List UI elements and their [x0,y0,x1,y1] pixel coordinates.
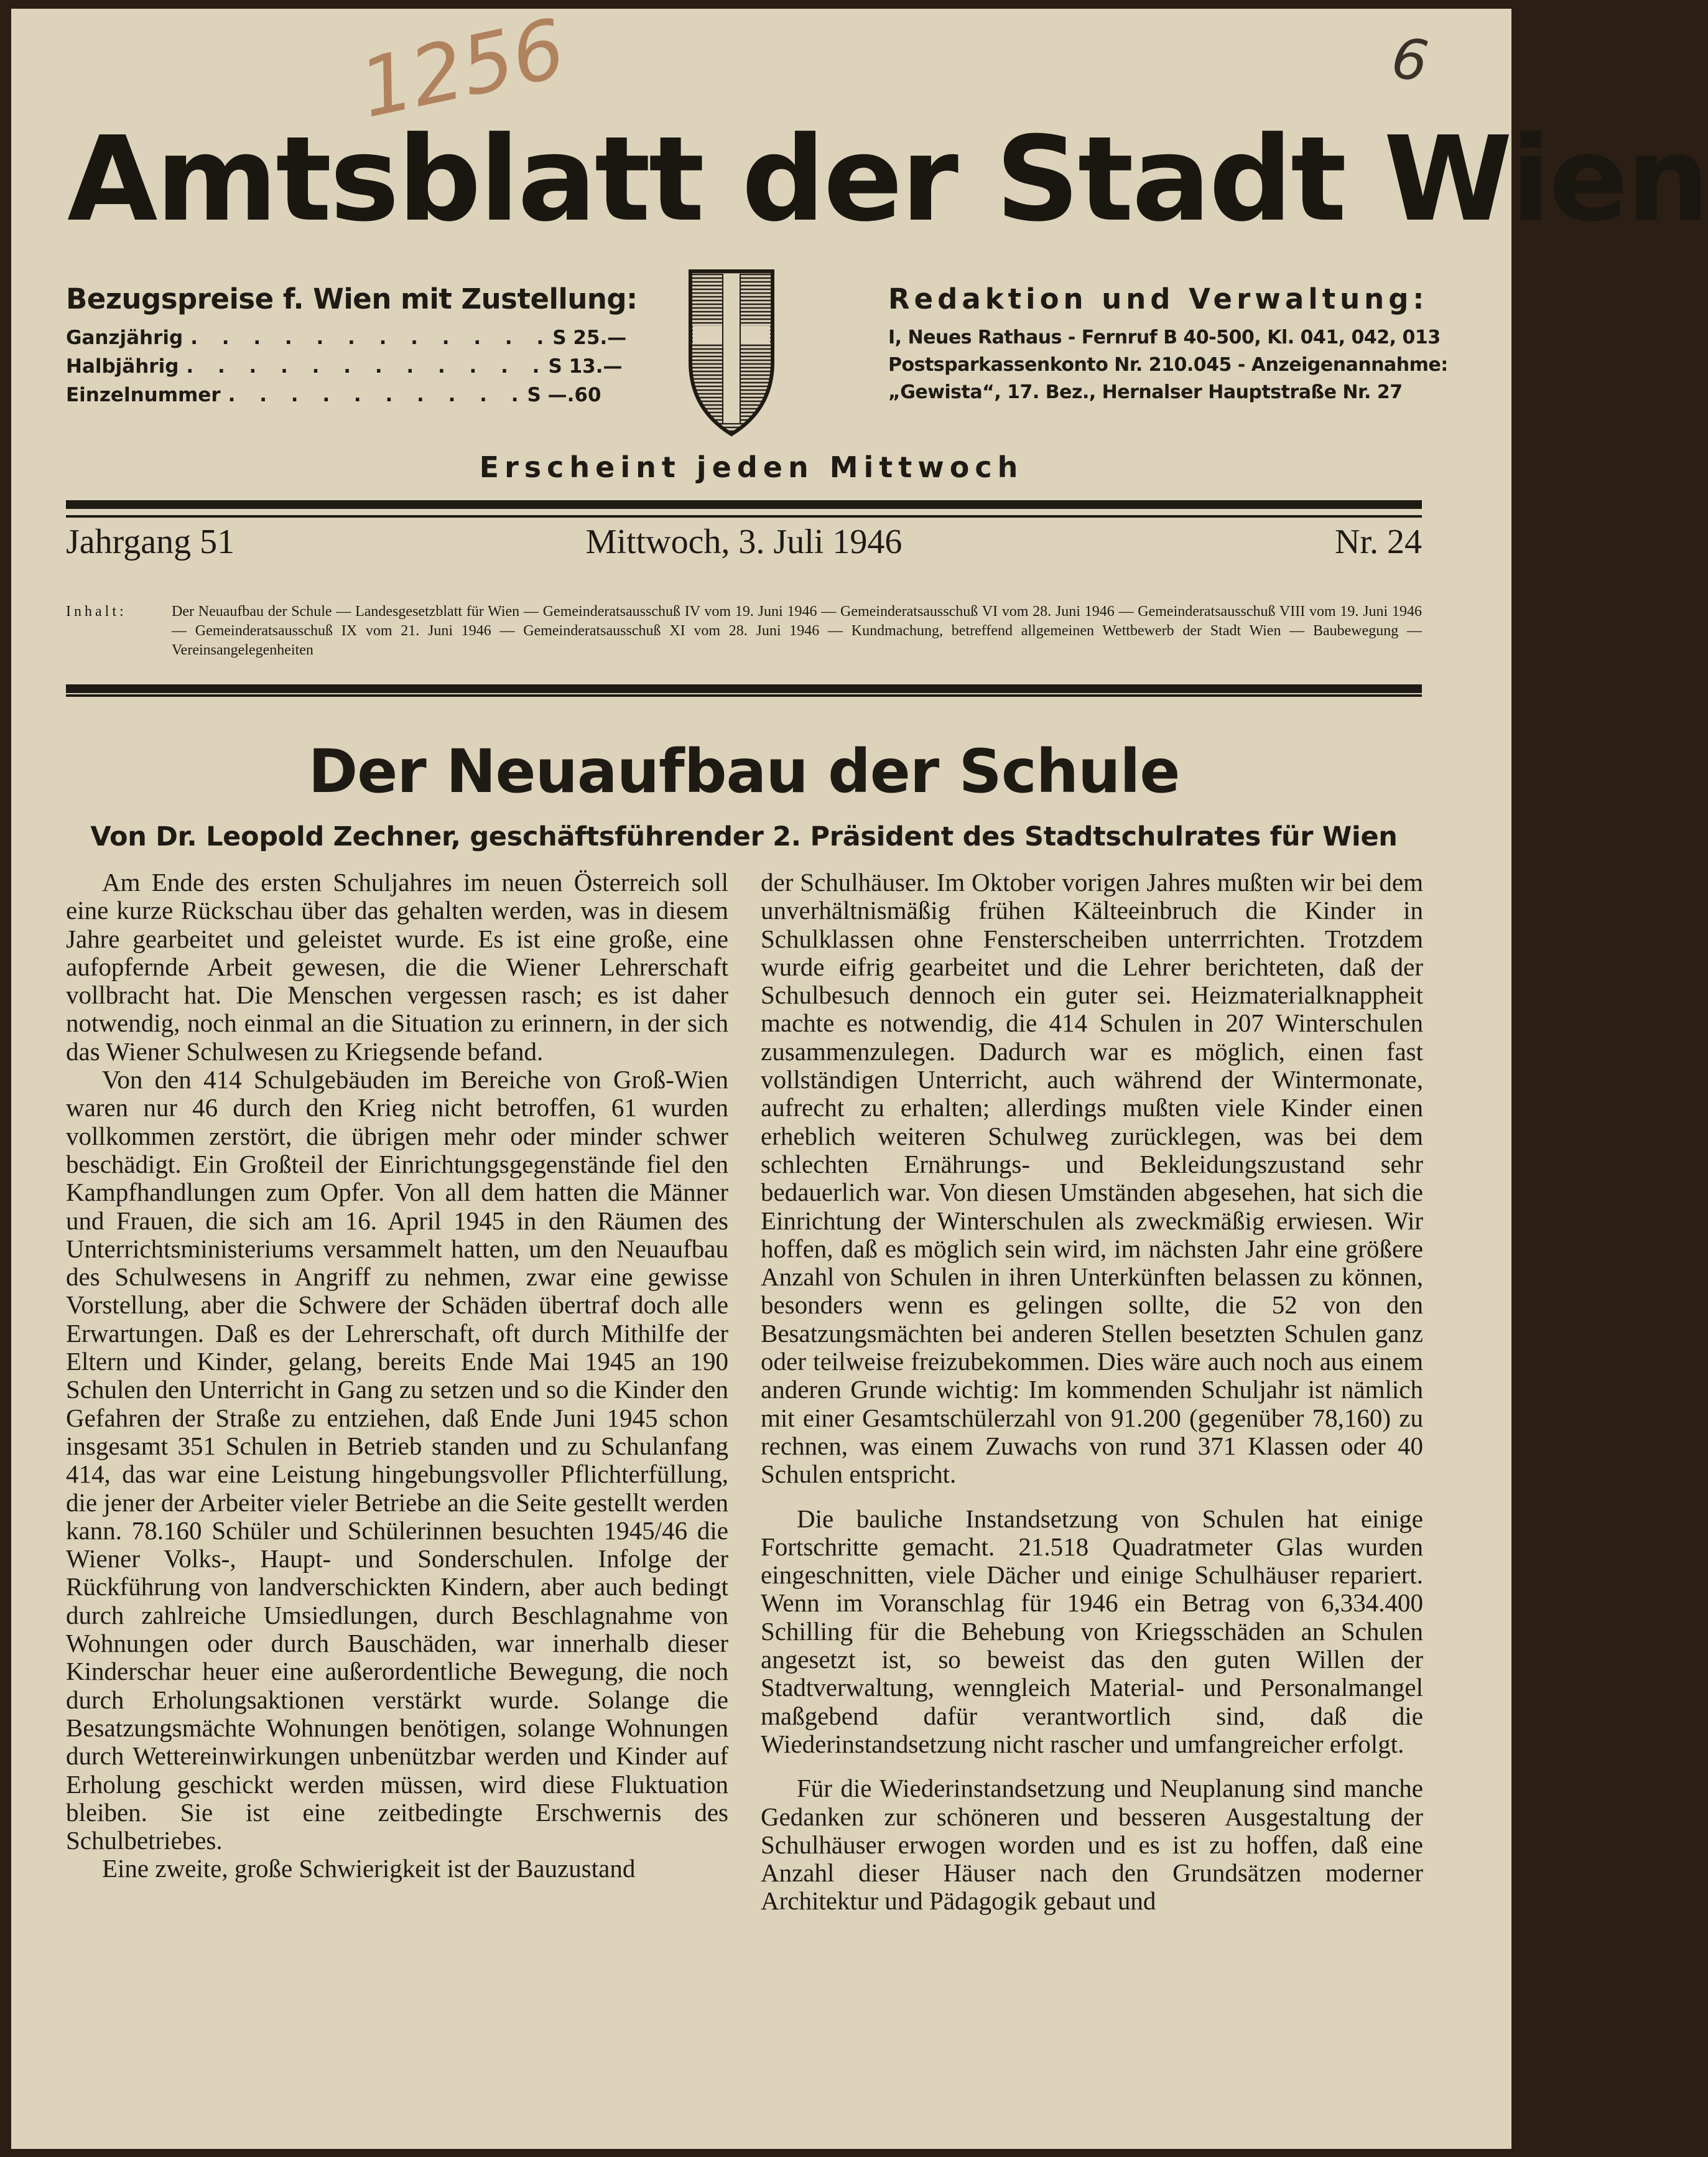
article-paragraph: Die bauliche Instandsetzung von Schulen hat einige Fortschritte gemacht. 21.518 Quadratmeter Glas wurden eingeschnitten, viele Dächer und einige Schulhäuser repariert. Wenn im Voranschlag für 1946 ein Betrag von 6,334.400 Schilling für die Behebung von Kriegsschäden an Schulen angesetzt ist, so beweist das den guten Willen der Stadtverwaltung, wenngleich Material- und Personalmangel maßgebend dafür verantwortlich sind, daß die Wiederinstandsetzung nicht rascher und umfangreicher erfolgt. [761,1504,1423,1758]
price-row [66,324,627,352]
subscription-prices [66,282,638,409]
price-label: Halbjährig [66,355,179,378]
editorial-line: Postsparkassenkonto Nr. 210.045 - Anzeigenannahme: [888,354,1448,376]
price-label: Einzelnummer [66,384,221,406]
article-title: Der Neuaufbau der Schule [308,737,1180,806]
article-paragraph: Für die Wiederinstandsetzung und Neuplanung sind manche Gedanken zur schöneren und besseren Ausgestaltung der Schulhäuser erwogen worden und es ist zu hoffen, daß eine Anzahl dieser Häuser nach den Grundsätzen moderner Architektur und Pädagogik gebaut und [761,1774,1423,1916]
article-paragraph: Am Ende des ersten Schuljahres im neuen Österreich soll eine kurze Rückschau über das gehalten werden, was in diesem Jahre gearbeitet und geleistet wurde. Es ist eine große, eine aufopfernde Arbeit gewesen, die die Wiener Lehrerschaft vollbracht hat. Die Menschen vergessen rasch; es ist daher notwendig, noch einmal an die Situation zu erinnern, in der sich das Wiener Schulwesen zu Kriegsende befand. [66,868,728,1066]
divider-rule [66,684,1422,693]
vienna-coat-of-arms-icon [688,269,775,437]
dateline [66,516,1422,559]
price-row [66,353,623,380]
newspaper-page [11,1,1708,2149]
article-column-right [761,869,1423,1916]
issue-date: Mittwoch, 3. Juli 1946 [585,523,903,561]
subscription-heading: Bezugspreise f. Wien mit Zustellung: [66,282,638,315]
volume-label: Jahrgang 51 [66,523,235,561]
article-paragraph: Von den 414 Schulgebäuden im Bereiche von Groß-Wien waren nur 46 durch den Krieg nicht betroffen, 61 wurden vollkommen zerstört, die übrigen mehr oder minder schwer beschädigt. Ein Großteil der Einrichtungsgegenstände fiel den Kampfhandlungen zum Opfer. Von all dem hatten die Männer und Frauen, die sich am 16. April 1945 in den Räumen des Unterrichtsministeriums versammelt hatten, um den Neuaufbau des Schulwesens in Angriff zu nehmen, zwar eine gewisse Vorstellung, aber die Schwere der Schäden übertraf doch alle Erwartungen. Daß es der Lehrerschaft, oft durch Mithilfe der Eltern und Kinder, gelang, bereits Ende Mai 1945 an 190 Schulen den Unterricht in Gang zu setzen und so die Kinder den Gefahren der Straße zu entziehen, daß Ende Juni 1945 schon insgesamt 351 Schulen in Betrieb standen und zu Schulanfang 414, das war eine Leistung hingebungsvoller Pflichterfüllung, die jener der Arbeiter vieler Betriebe an die Seite gestellt werden kann. 78.160 Schüler und Schülerinnen besuchten 1945/46 die Wiener Volks-, Haupt- und Sonderschulen. Infolge der Rückführung von landverschickten Kindern, aber auch bedingt durch zahlreiche Umsiedlungen, durch Beschlagnahme von Wohnungen oder durch Bauschäden, war innerhalb dieser Kinderschar heuer eine außerordentliche Bewegung, die noch durch Erholungsaktionen verstärkt wurde. Solange die Besatzungsmächte Wohnungen benötigen, solange Wohnungen durch Wettereinwirkungen unbenützbar werden und Kinder auf Erholung geschickt werden müssen, wird diese Fluktuation bleiben. Sie ist eine zeitbedingte Erschwernis des Schulbetriebes. [66,1065,728,1855]
price-leader-dots: . . . . . . . . . . . . [186,355,549,378]
handwritten-page-number: 6 [1387,25,1432,95]
contents-label: Inhalt: [66,603,127,620]
divider-rule [66,694,1422,697]
price-leader-dots: . . . . . . . . . . [228,384,527,406]
divider-rule [66,500,1422,509]
price-row [66,381,613,409]
table-of-contents [66,602,1422,660]
publication-frequency: Erscheint jeden Mittwoch [479,450,1024,484]
price-leader-dots: . . . . . . . . . . . . [190,327,553,349]
issue-number: Nr. 24 [1335,523,1422,561]
editorial-office [888,282,1448,406]
handwritten-archive-number: 1256 [351,1,573,136]
price-value: S —.60 [527,384,601,406]
editorial-line: I, Neues Rathaus - Fernruf B 40-500, Kl. 041, 042, 013 [888,327,1441,348]
contents-text: Der Neuaufbau der Schule — Landesgesetzblatt für Wien — Gemeinderatsausschuß IV vom 19. Juni 1946 — Gemeinderatsausschuß VI vom 28. Juni 1946 — Gemeinderatsausschuß VIII vom 19. Juni 1946 — Gemeinderatsausschuß IX vom 21. Juni 1946 — Gemeinderatsausschuß XI vom 28. Juni 1946 — Kundmachung, betreffend allgemeinen Wettbewerb der Stadt Wien — Baubewegung — Vereinsangelegenheiten [172,603,1422,658]
masthead-title: Amtsblatt der Stadt Wien [67,111,1708,248]
price-value: S 13.— [548,355,623,378]
price-label: Ganzjährig [66,327,183,349]
price-value: S 25.— [552,327,627,349]
article-byline: Von Dr. Leopold Zechner, geschäftsführender 2. Präsident des Stadtschulrates für Wien [90,821,1398,852]
editorial-line: „Gewista“, 17. Bez., Hernalser Hauptstraße Nr. 27 [888,381,1403,403]
editorial-heading: Redaktion und Verwaltung: [888,282,1429,315]
article-paragraph: der Schulhäuser. Im Oktober vorigen Jahres mußten wir bei dem unverhältnismäßig frühen Kälteeinbruch die Kinder in Schulklassen ohne Fensterscheiben unterrrichten. Trotzdem wurde eifrig gearbeitet und die Lehrer berichteten, daß der Schulbesuch dennoch ein guter sei. Heizmaterialknappheit machte es notwendig, die 414 Schulen in 207 Winterschulen zusammenzulegen. Dadurch war es möglich, einen fast vollständigen Unterricht, auch während der Wintermonate, aufrecht zu erhalten; allerdings mußten viele Kinder einen erheblich weiteren Schulweg zurücklegen, was bei dem schlechten Ernährungs- und Bekleidungszustand sehr bedauerlich war. Von diesen Umständen abgesehen, hat sich die Einrichtung der Winterschulen als zweckmäßig erwiesen. Wir hoffen, daß es möglich sein wird, im nächsten Jahr eine größere Anzahl von Schulen in ihren Unterkünften belassen zu können, besonders wenn es gelingen sollte, die 52 von den Besatzungsmächten bei anderen Stellen besetzten Schulen ganz oder teilweise freizubekommen. Dies wäre auch noch aus einem anderen Grunde wichtig: Im kommenden Schuljahr ist nämlich mit einer Gesamtschülerzahl von 91.200 (gegenüber 78,160) zu rechnen, was einem Zuwachs von rund 371 Klassen oder 40 Schulen entspricht. [761,868,1423,1489]
article-paragraph: Eine zweite, große Schwierigkeit ist der Bauzustand [102,1854,636,1883]
article-column-left [66,869,728,1883]
